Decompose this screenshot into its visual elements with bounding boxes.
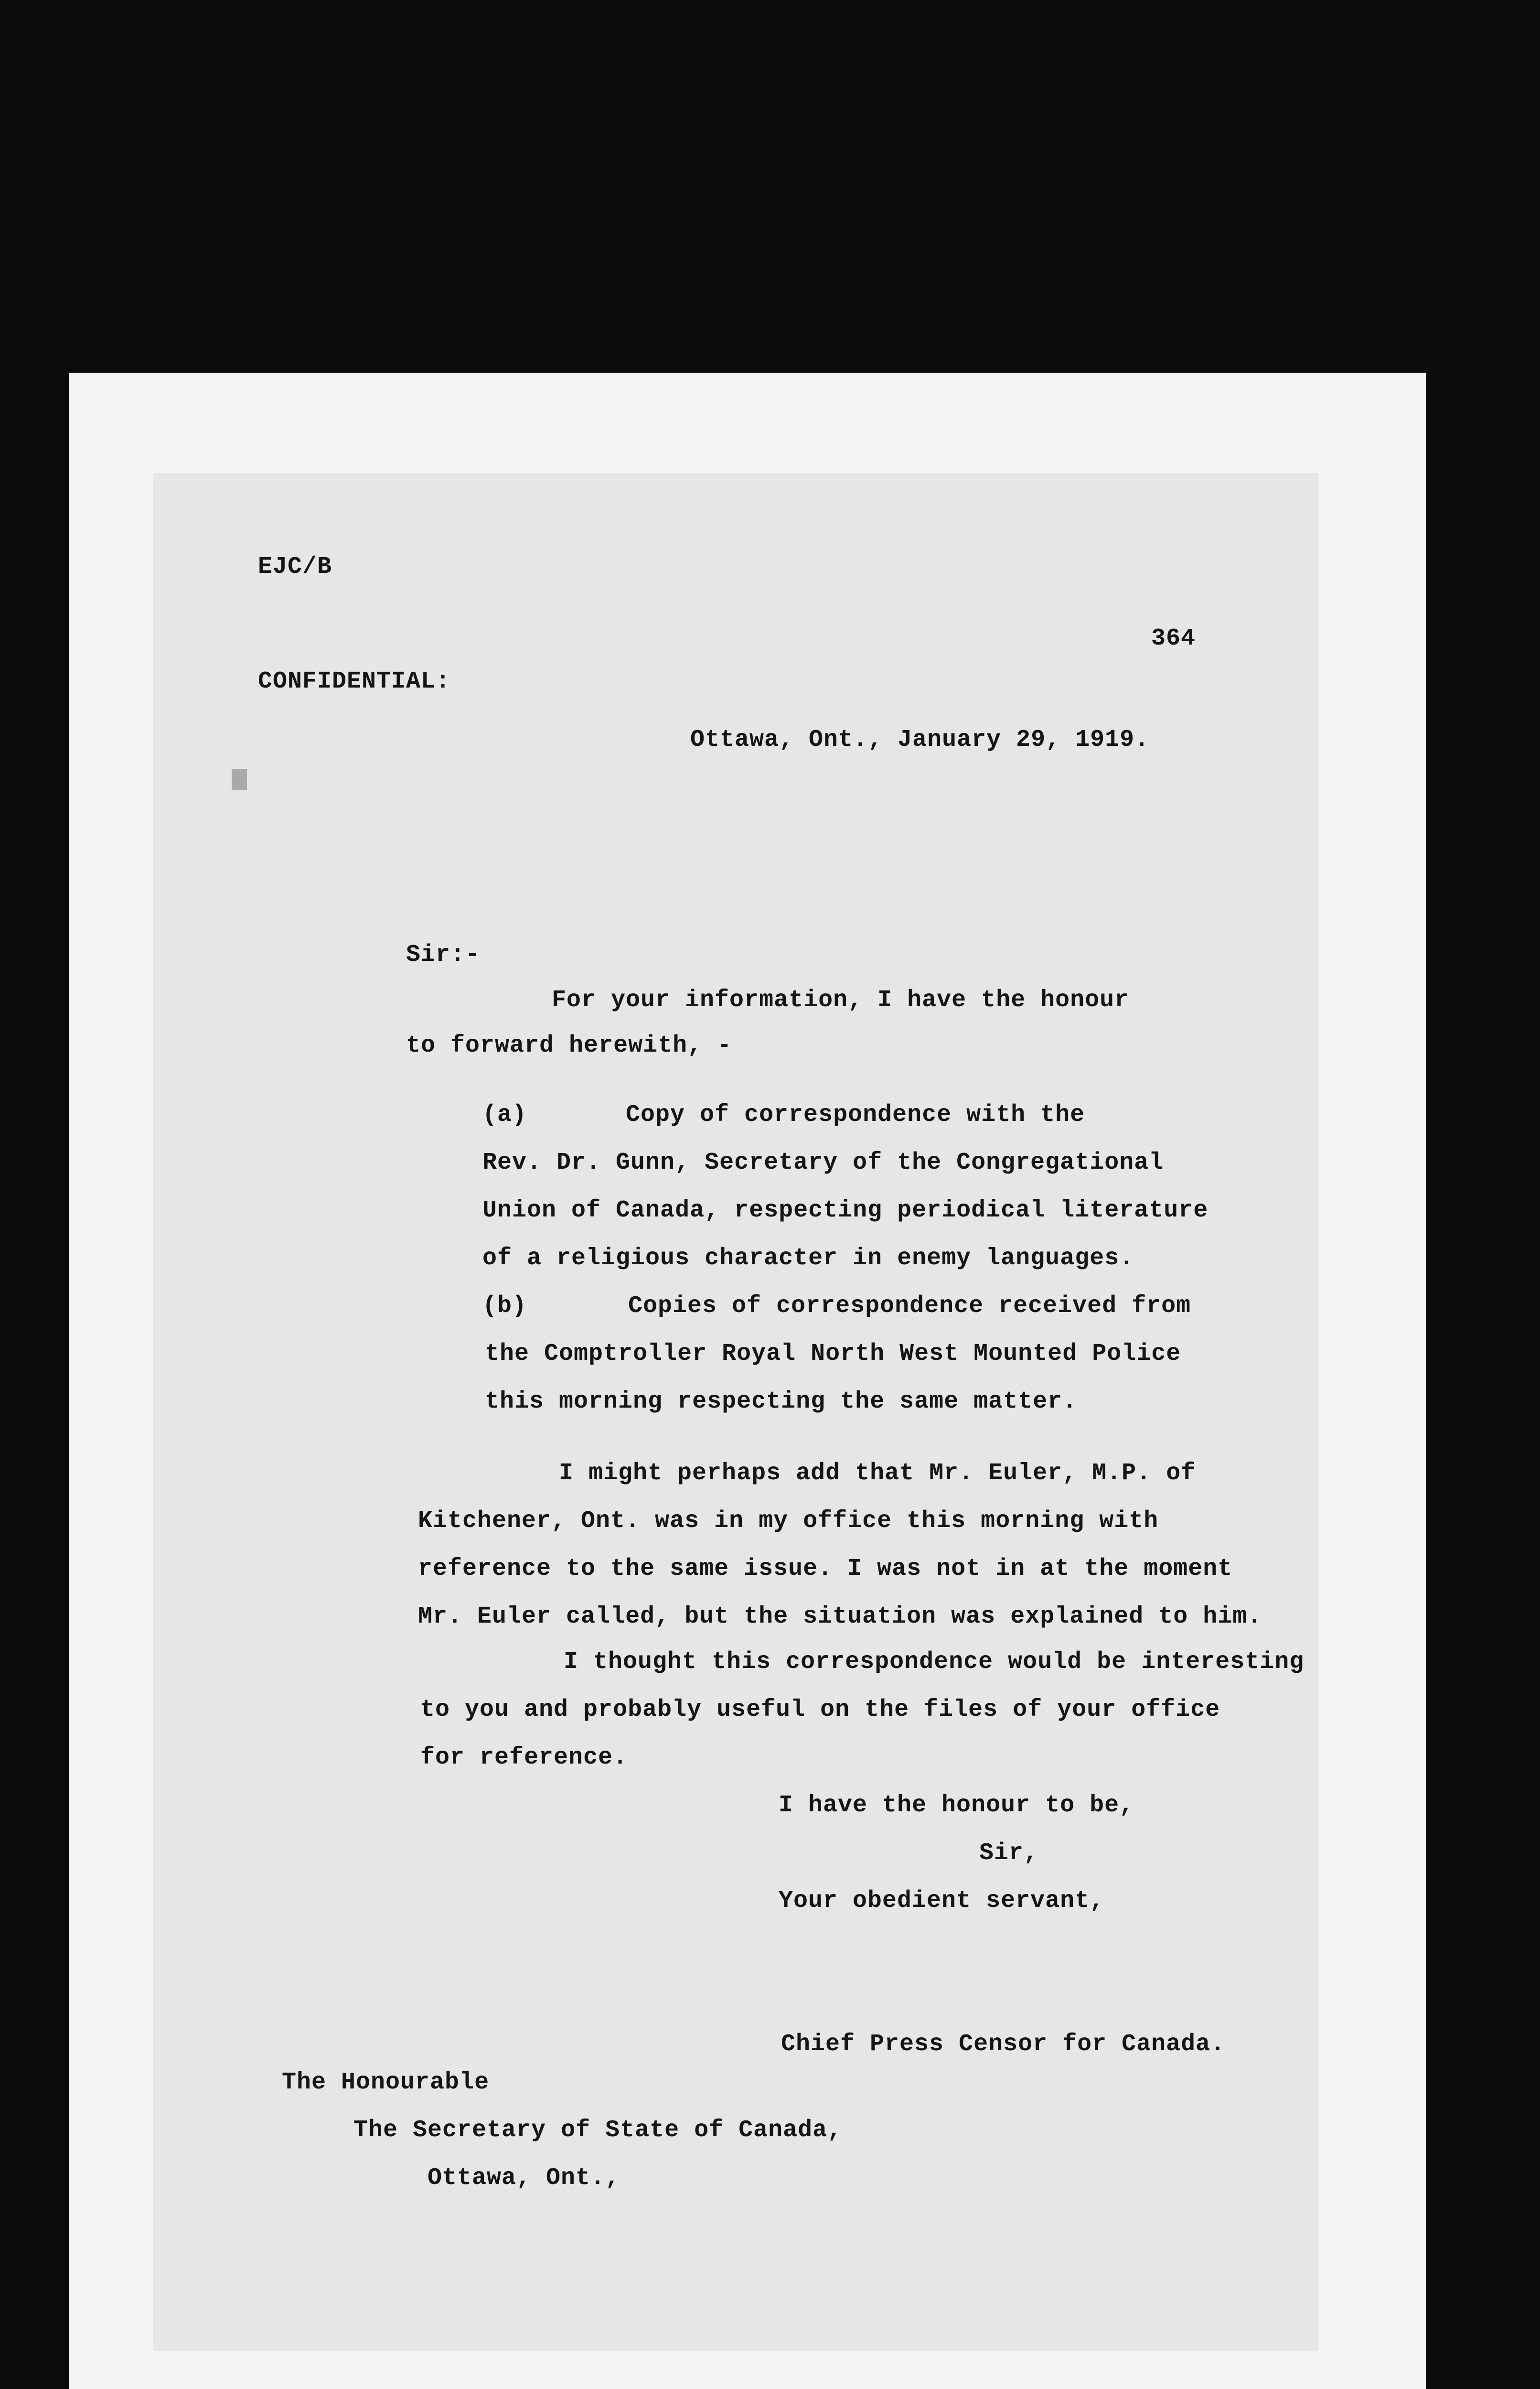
salutation: Sir:- <box>406 941 481 969</box>
enclosure-b-marker: (b) <box>482 1292 527 1320</box>
letter-page <box>153 473 1318 2351</box>
enclosure-b-line-2: the Comptroller Royal North West Mounted Police <box>485 1340 1181 1367</box>
paragraph-2-line-1: I thought this correspondence would be interesting <box>564 1648 1305 1676</box>
paragraph-1-line-2: Kitchener, Ont. was in my office this morning with <box>418 1507 1159 1535</box>
enclosure-a-marker: (a) <box>482 1101 527 1129</box>
enclosure-a-line-2: Rev. Dr. Gunn, Secretary of the Congregational <box>482 1149 1164 1176</box>
place-date: Ottawa, Ont., January 29, 1919. <box>690 726 1150 753</box>
enclosure-a-line-1: Copy of correspondence with the <box>626 1101 1085 1129</box>
intro-line-2: to forward herewith, - <box>406 1032 732 1059</box>
enclosure-b-line-3: this morning respecting the same matter. <box>485 1388 1078 1415</box>
signature-title: Chief Press Censor for Canada. <box>781 2031 1226 2058</box>
paragraph-1-line-3: reference to the same issue. I was not in at the moment <box>418 1555 1233 1582</box>
paragraph-2-line-2: to you and probably useful on the files of your office <box>420 1696 1220 1723</box>
enclosure-a-line-3: Union of Canada, respecting periodical literature <box>482 1197 1208 1224</box>
enclosure-b-line-1: Copies of correspondence received from <box>628 1292 1191 1320</box>
paragraph-2-line-3: for reference. <box>420 1744 628 1771</box>
address-line-1: The Honourable <box>282 2069 490 2096</box>
closing-line-2: Sir, <box>979 1840 1039 1867</box>
address-line-3: Ottawa, Ont., <box>428 2164 620 2192</box>
closing-line-1: I have the honour to be, <box>779 1792 1134 1819</box>
closing-line-3: Your obedient servant, <box>779 1887 1105 1915</box>
scratch-mark <box>232 769 247 790</box>
address-line-2: The Secretary of State of Canada, <box>353 2117 843 2144</box>
classification-label: CONFIDENTIAL: <box>258 668 451 695</box>
paragraph-1-line-1: I might perhaps add that Mr. Euler, M.P. of <box>559 1460 1196 1487</box>
intro-line-1: For your information, I have the honour <box>552 987 1130 1014</box>
enclosure-a-line-4: of a religious character in enemy languages. <box>482 1245 1134 1272</box>
paragraph-1-line-4: Mr. Euler called, but the situation was explained to him. <box>418 1603 1262 1630</box>
reference-initials: EJC/B <box>258 553 332 581</box>
page-number: 364 <box>1151 625 1196 652</box>
